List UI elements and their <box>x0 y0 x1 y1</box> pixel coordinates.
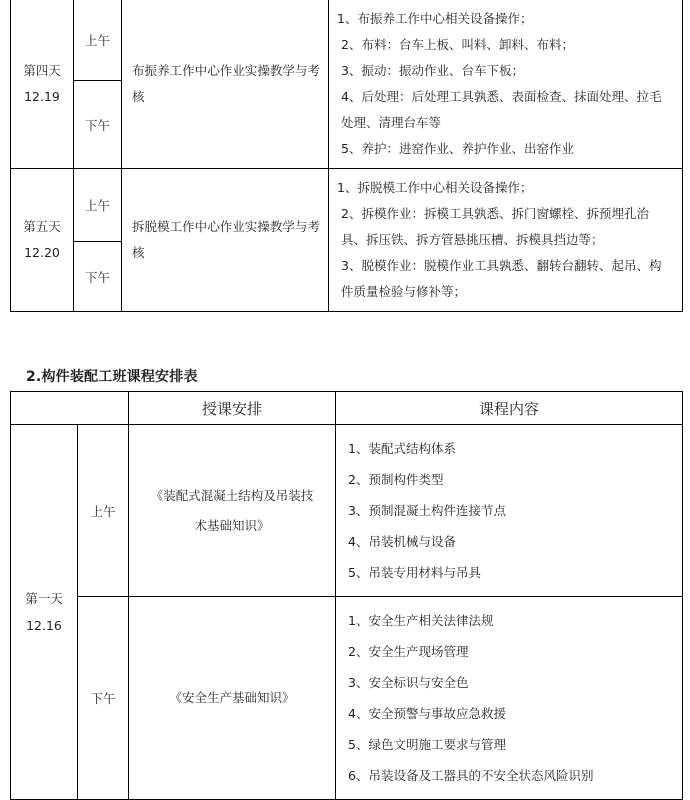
content-item: 4、吊装机械与设备 <box>348 534 456 549</box>
half-day-cell-afternoon: 下午 <box>78 597 129 800</box>
table-row <box>11 425 683 597</box>
content-item: 4、后处理：后处理工具孰悉、表面检查、抹面处理、拉毛处理、清理台车等 <box>341 89 662 130</box>
course-schedule-table-one <box>10 0 683 312</box>
content-item: 6、吊装设备及工器具的不安全状态风险识别 <box>348 768 594 783</box>
course-title-cell: 布振养工作中心作业实操教学与考核 <box>122 0 329 169</box>
header-blank-cell <box>11 392 129 425</box>
day-date: 12.19 <box>24 89 60 104</box>
course-content-cell <box>329 0 683 169</box>
course-schedule-table-two <box>10 391 683 800</box>
half-day-cell-morning: 上午 <box>78 425 129 597</box>
header-content-cell: 课程内容 <box>336 392 683 425</box>
content-item: 2、预制构件类型 <box>348 472 444 487</box>
half-day-cell-afternoon: 下午 <box>74 81 122 169</box>
header-schedule-cell: 授课安排 <box>129 392 336 425</box>
content-item: 1、装配式结构体系 <box>348 441 456 456</box>
day-cell <box>11 425 78 800</box>
content-item: 5、养护：进窑作业、养护作业、出窑作业 <box>341 141 574 156</box>
content-item: 4、安全预警与事故应急救援 <box>348 706 506 721</box>
day-date: 12.20 <box>24 245 60 260</box>
content-item: 3、脱模作业：脱模作业工具孰悉、翻转台翻转、起吊、构件质量检验与修补等； <box>341 258 662 299</box>
content-item: 3、振动：振动作业、台车下板； <box>341 63 524 78</box>
content-item: 1、拆脱模工作中心相关设备操作； <box>337 180 533 195</box>
course-content-cell <box>336 597 683 800</box>
day-label: 第一天 <box>25 591 63 606</box>
content-item: 3、安全标识与安全色 <box>348 675 469 690</box>
half-day-cell-morning: 上午 <box>74 0 122 81</box>
table-header-row <box>11 392 683 425</box>
content-item: 1、安全生产相关法律法规 <box>348 613 494 628</box>
content-item: 2、拆模作业：拆模工具孰悉、拆门窗螺栓、拆预埋孔治具、拆压铁、拆方管悬挑压槽、拆模具挡边等； <box>341 206 649 247</box>
day-cell <box>11 0 74 169</box>
table-row <box>11 0 683 81</box>
course-content-cell <box>329 169 683 312</box>
day-label: 第四天 <box>23 63 61 78</box>
day-cell <box>11 169 74 312</box>
course-title-cell: 《装配式混凝土结构及吊装技术基础知识》 <box>129 425 336 597</box>
table-row <box>11 169 683 242</box>
day-date: 12.16 <box>26 618 62 633</box>
content-item: 5、吊装专用材料与吊具 <box>348 565 481 580</box>
course-title-cell: 《安全生产基础知识》 <box>129 597 336 800</box>
section-heading: 2.构件装配工班课程安排表 <box>26 369 198 385</box>
half-day-cell-morning: 上午 <box>74 169 122 242</box>
content-item: 2、安全生产现场管理 <box>348 644 469 659</box>
course-title-cell: 拆脱模工作中心作业实操教学与考核 <box>122 169 329 312</box>
content-item: 1、布振养工作中心相关设备操作； <box>337 11 533 26</box>
content-item: 2、布料：台车上板、叫料、卸料、布料； <box>341 37 574 52</box>
day-label: 第五天 <box>23 219 61 234</box>
table-row <box>11 597 683 800</box>
course-content-cell <box>336 425 683 597</box>
content-item: 3、预制混凝土构件连接节点 <box>348 503 506 518</box>
content-item: 5、绿色文明施工要求与管理 <box>348 737 506 752</box>
half-day-cell-afternoon: 下午 <box>74 242 122 312</box>
